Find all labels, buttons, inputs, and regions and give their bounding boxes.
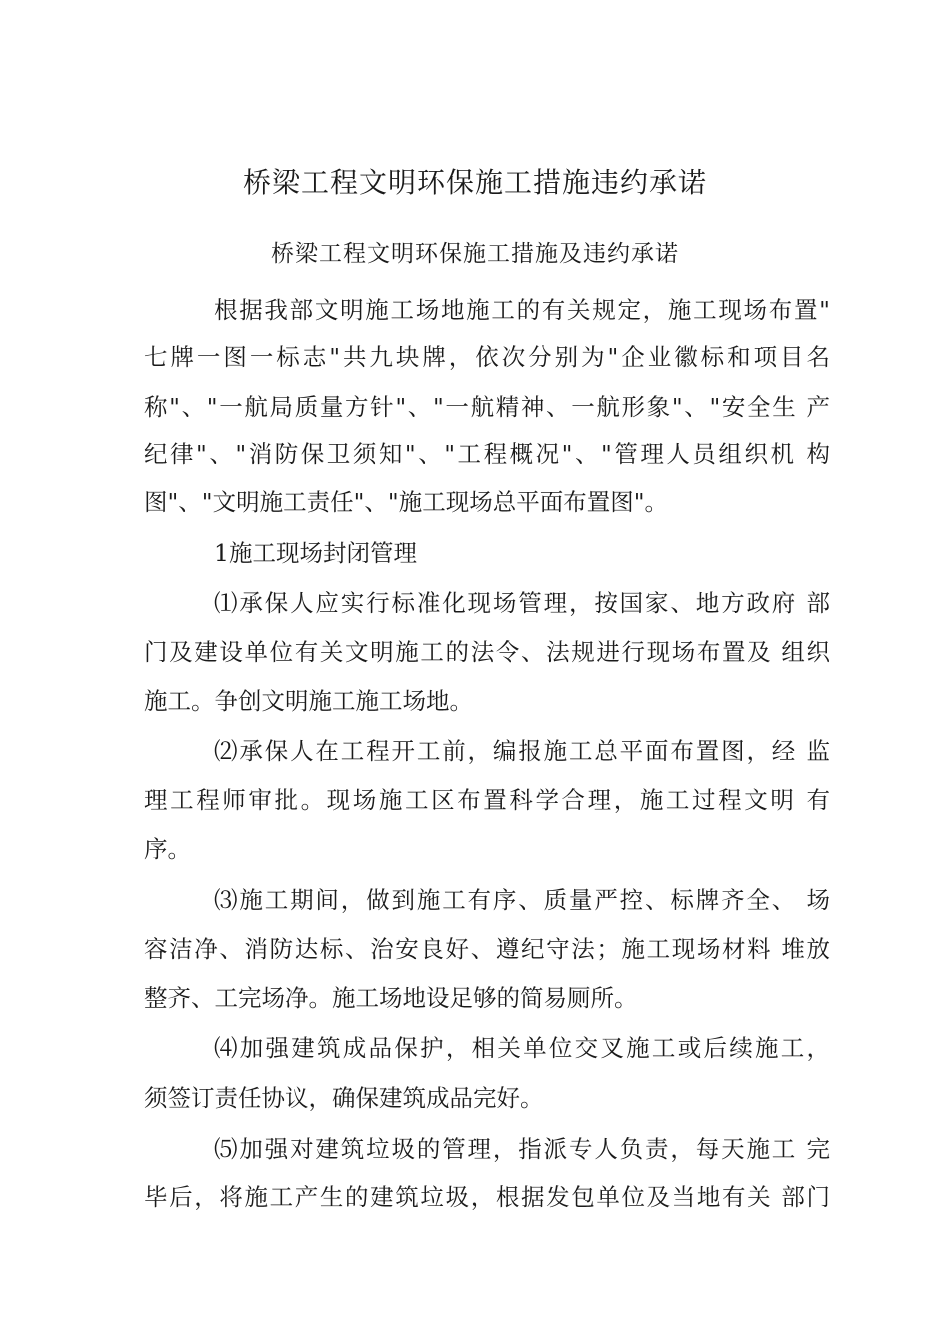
paragraph-line: ⑵承保人在工程开工前，编报施工总平面布置图，经 监 bbox=[214, 737, 830, 765]
paragraph-line: 称"、"一航局质量方针"、"一航精神、一航形象"、"安全生 产 bbox=[144, 393, 830, 421]
paragraph-line: 纪律"、"消防保卫须知"、"工程概况"、"管理人员组织机 构 bbox=[144, 440, 830, 468]
paragraph-line: ⑶施工期间，做到施工有序、质量严控、标牌齐全、 场 bbox=[214, 886, 830, 914]
paragraph-line: 整齐、工完场净。施工场地设足够的简易厕所。 bbox=[144, 984, 638, 1012]
paragraph-line: 理工程师审批。现场施工区布置科学合理，施工过程文明 有 bbox=[144, 786, 830, 814]
section-heading: 1施工现场封闭管理 bbox=[214, 539, 417, 567]
paragraph-line: 须签订责任协议，确保建筑成品完好。 bbox=[144, 1084, 544, 1112]
paragraph-line: 容洁净、消防达标、治安良好、遵纪守法；施工现场材料 堆放 bbox=[144, 935, 830, 963]
paragraph-line: 七牌一图一标志"共九块牌，依次分别为"企业徽标和项目名 bbox=[144, 343, 830, 371]
paragraph-line: 根据我部文明施工场地施工的有关规定，施工现场布置" bbox=[214, 296, 830, 324]
paragraph-line: 图"、"文明施工责任"、"施工现场总平面布置图"。 bbox=[144, 488, 669, 516]
paragraph-line: ⑸加强对建筑垃圾的管理，指派专人负责，每天施工 完 bbox=[214, 1135, 830, 1163]
paragraph-line: 门及建设单位有关文明施工的法令、法规进行现场布置及 组织 bbox=[144, 638, 830, 666]
paragraph-line: 序。 bbox=[144, 835, 191, 863]
paragraph-line: 施工。争创文明施工施工场地。 bbox=[144, 687, 473, 715]
document-subtitle: 桥梁工程文明环保施工措施及违约承诺 bbox=[271, 241, 679, 267]
paragraph-line: ⑷加强建筑成品保护，相关单位交叉施工或后续施工， bbox=[214, 1034, 830, 1062]
document-title: 桥梁工程文明环保施工措施违约承诺 bbox=[242, 166, 707, 199]
paragraph-line: ⑴承保人应实行标准化现场管理，按国家、地方政府 部 bbox=[214, 589, 830, 617]
paragraph-line: 毕后，将施工产生的建筑垃圾，根据发包单位及当地有关 部门 bbox=[144, 1183, 830, 1211]
